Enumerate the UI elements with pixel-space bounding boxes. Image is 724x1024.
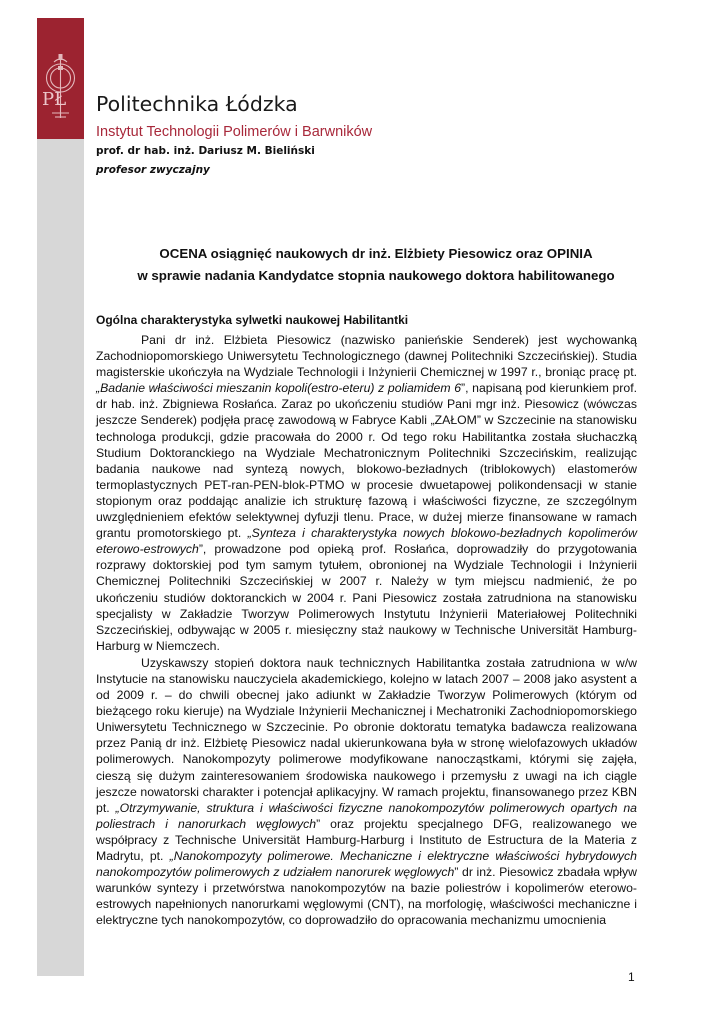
document-title-line-2: w sprawie nadania Kandydatce stopnia naukowego doktora habilitowanego bbox=[137, 268, 615, 283]
paragraph-2-text-c: ” dr inż. Piesowicz zbadała wpływ warunków syntezy i przetwórstwa nanokompozytów na bazie poliestrów i kopolimerów eterowo-estrowych napełnionych nanorurkami węglowymi (CNT), na morfologię, właściwości mechaniczne i elektryczne tych nanokompozytów, co doprowadziło do opracowania mechanizmu umocnienia bbox=[96, 865, 637, 928]
paragraph-1 bbox=[96, 332, 637, 654]
paragraph-1-grant-title: „Synteza i charakterystyka nowych blokowo-bezładnych kopolimerów eterowo-estrowych bbox=[96, 526, 637, 557]
section-heading: Ogólna charakterystyka sylwetki naukowej Habilitantki bbox=[96, 313, 409, 327]
paragraph-2-text-b: ” oraz projektu specjalnego DFG, realizowanego we współpracy z Technische Universität Hamburg-Harburg i Instituto de Estructura de la Materia z Madrytu, pt. bbox=[96, 816, 638, 863]
paragraph-2-kbn-project-title: „Otrzymywanie, struktura i właściwości fizyczne nanokompozytów polimerowych opartych na poliestrach i nanorurkach węglowych bbox=[96, 800, 637, 831]
body-text bbox=[96, 332, 637, 928]
paragraph-2 bbox=[96, 655, 637, 929]
author-name: prof. dr hab. inż. Dariusz M. Bieliński bbox=[96, 145, 315, 157]
paragraph-2-dfg-project-title: „Nanokompozyty polimerowe. Mechaniczne i elektryczne właściwości hybrydowych nanokompozytów polimerowych z udziałem nanorurek węglowych bbox=[96, 849, 637, 880]
paragraph-1-text-c: ”, prowadzone pod opieką prof. Rosłańca, doprowadziły do przygotowania rozprawy doktorskiej pod tym samym tytułem, obronionej na Wydziale Technologii i Inżynierii Chemicznej Politechniki Szczecińskiej w 2007 r. Należy w tym miejscu nadmienić, że po ukończeniu studiów doktoranckich w 2004 r. Pani Piesowicz została zatrudniona na stanowisku specjalisty w Zakładzie Tworzyw Polimerowych Instytutu Inżynierii Materiałowej Politechniki Szczecińskiej, odbywając w 2005 r. miesięczny staż naukowy w Technische Universität Hamburg-Harburg w Niemczech. bbox=[96, 542, 637, 653]
logo-emblem-icon bbox=[37, 18, 84, 139]
paragraph-1-text-a: Pani dr inż. Elżbieta Piesowicz (nazwisko panieńskie Senderek) jest wychowanką Zachodniopomorskiego Uniwersytetu Technologicznego (dawnej Politechniki Szczecińskiej). Studia magisterskie ukończyła na Wydziale Technologii i Inżynierii Chemicznej w 1997 r., broniąc pracę pt. bbox=[96, 333, 637, 380]
page-number: 1 bbox=[628, 970, 635, 984]
university-name: Politechnika Łódzka bbox=[96, 92, 298, 116]
document-title bbox=[96, 243, 656, 287]
document-title-line-1: OCENA osiągnięć naukowych dr inż. Elżbiety Piesowicz oraz OPINIA bbox=[159, 246, 593, 261]
paragraph-1-text-b: ”, napisaną pod kierunkiem prof. dr hab. inż. Zbigniewa Rosłańca. Zaraz po ukończeniu studiów Pani mgr inż. Piesowicz (wówczas jeszcze Senderek) podjęła pracę zawodową w Fabryce Kabli „ZAŁOM” w Szczecinie na stanowisku technologa produkcji, gdzie pracowała do 2000 r. Od tego roku Habilitantka została słuchaczką Studium Doktoranckiego na Wydziale Mechatronicznym Politechniki Szczecińskim, realizując badania naukowe nad syntezą nowych, blokowo-bezładnych (triblokowych) elastomerów termoplastycznych PET-ran-PEN-blok-PTMO w procesie dwuetapowej polikondensacji w stanie stopionym oraz poddając analizie ich strukturę fazową i właściwości fizyczne, ze szczególnym uwzględnieniem efektów selektywnej dyfuzji tlenu. Prace, w dużej mierze finansowane w ramach grantu promotorskiego pt. bbox=[96, 381, 637, 541]
paragraph-2-text-a: Uzyskawszy stopień doktora nauk technicznych Habilitantka została zatrudniona w w/w Instytucie na stanowisku nauczyciela akademickiego, kolejno w latach 2007 – 2008 jako asystent a od 2009 r. – do chwili obecnej jako adiunkt w Zakładzie Tworzyw Polimerowych (którym od bieżącego roku kieruje) na Wydziale Inżynierii Mechanicznej i Mechatroniki Zachodniopomorskiego Uniwersytetu Technicznego w Szczecinie. Po obronie doktoratu tematyka badawcza realizowana przez Panią dr inż. Elżbietę Piesowicz nadal ukierunkowana była w stronę wielofazowych układów polimerowych. Nanokompozyty polimerowe modyfikowane nanocząstkami, którymi się zajęła, cieszą się dużym zainteresowaniem środowiska naukowego i przemysłu z uwagi na ich ciągle jeszcze nowatorski charakter i potencjał aplikacyjny. W ramach projektu, finansowanego przez KBN pt. bbox=[96, 655, 637, 815]
institute-name: Instytut Technologii Polimerów i Barwników bbox=[96, 124, 373, 140]
logo-letters: PŁ bbox=[42, 89, 67, 110]
university-logo bbox=[37, 18, 84, 139]
left-sidebar-stripe bbox=[37, 18, 84, 976]
author-title: profesor zwyczajny bbox=[96, 164, 210, 176]
paragraph-1-thesis-title: „Badanie właściwości mieszanin kopoli(estro-eteru) z poliamidem 6 bbox=[96, 381, 462, 396]
